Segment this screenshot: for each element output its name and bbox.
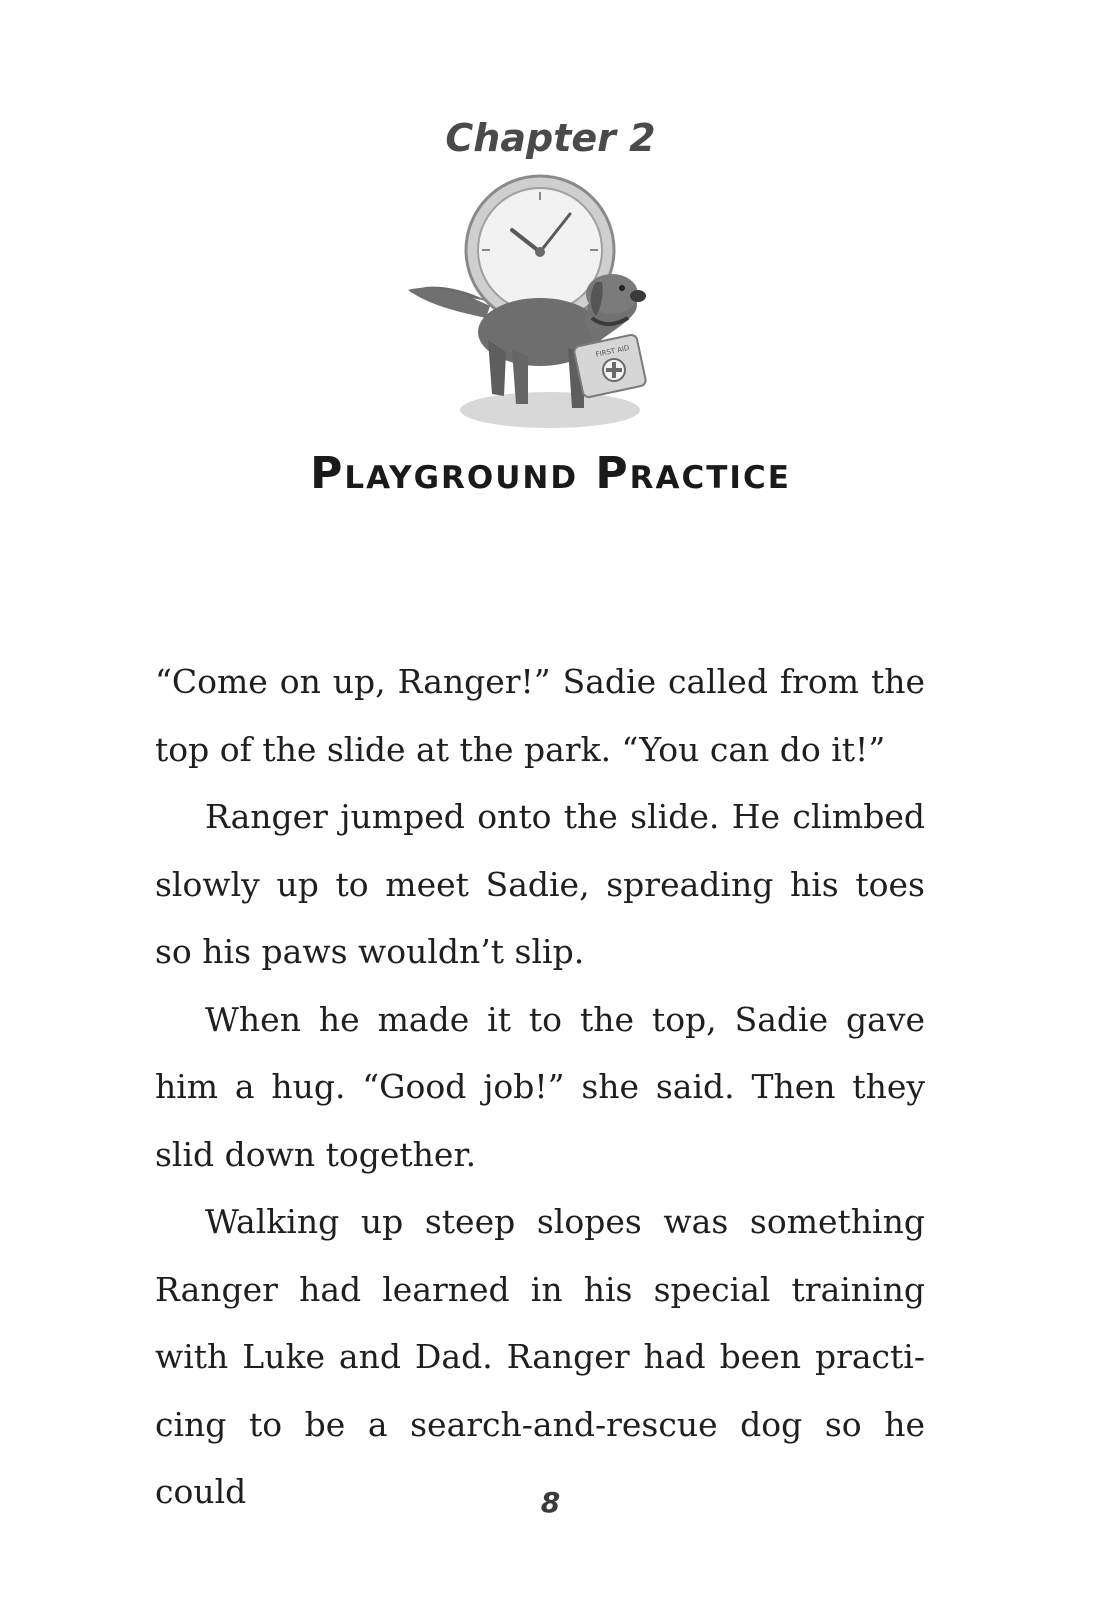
dog-with-clock-illustration: [400, 172, 660, 452]
body-text: [155, 648, 925, 1526]
chapter-label: Chapter 2: [445, 116, 656, 160]
ground-shadow: [460, 392, 640, 428]
chapter-title: Playground Practice: [310, 448, 791, 499]
first-aid-label: FIRST AID: [595, 343, 631, 359]
paragraph-4: Walking up steep slopes was something Ranger had learned in his special training with Luke and Dad. Ranger had been practicing to be a search-and-rescue dog so he could: [155, 1202, 925, 1511]
paragraph-1: “Come on up, Ranger!” Sadie called from the top of the slide at the park. “You can do it!”: [155, 662, 925, 769]
page-number: 8: [540, 1486, 561, 1519]
paragraph-2: Ranger jumped onto the slide. He climbed slowly up to meet Sadie, spreading his toes so his paws wouldn’t slip.: [155, 797, 925, 971]
paragraph-3: When he made it to the top, Sadie gave him a hug. “Good job!” she said. Then they slid down together.: [155, 999, 925, 1174]
